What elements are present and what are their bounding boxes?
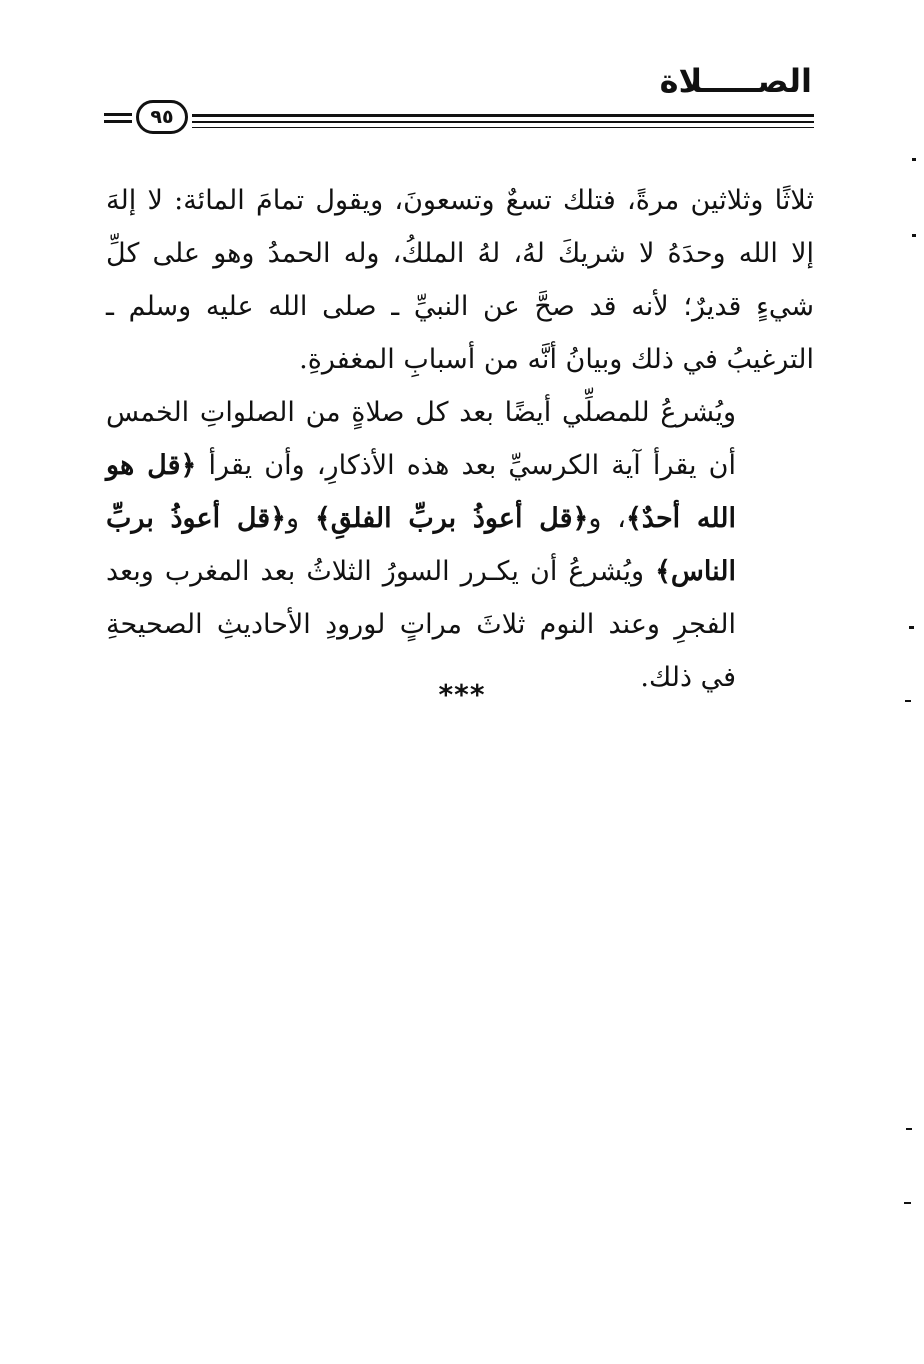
page-number: ٩٥ <box>136 100 188 134</box>
scan-mark <box>906 1128 912 1130</box>
header-dash <box>104 120 132 123</box>
body-text <box>106 174 814 704</box>
paragraph-2-text: ويُشرعُ للمصلِّي أيضًا بعد كل صلاةٍ من الصلواتِ الخمس أن يقرأ آية الكرسيِّ بعد هذه الأذكارِ، وأن يقرأ <box>106 397 736 481</box>
scan-mark <box>912 158 916 161</box>
scan-mark <box>909 626 914 629</box>
paragraph-2-text: و <box>286 503 315 534</box>
scan-mark <box>905 700 911 702</box>
quran-quote-ikhlas: ﴿قل هو الله أحدٌ﴾ <box>106 450 737 534</box>
paragraph-2-text: ويُشرعُ أن يكـرر السورُ الثلاثُ بعد المغرب وبعد الفجرِ وعند النوم ثلاثَ مراتٍ لورودِ الأحاديثِ الصحيحةِ في ذلك. <box>106 556 736 693</box>
running-header-title: الصـــــلاة <box>659 62 812 100</box>
paragraph-1: ثلاثًا وثلاثين مرةً، فتلك تسعٌ وتسعونَ، ويقول تمامَ المائة: لا إلهَ إلا الله وحدَهُ لا شريكَ لهُ، لهُ الملكُ، وله الحمدُ وهو على كلِّ شيءٍ قديرٌ؛ لأنه قد صحَّ عن النبيِّ ـ صلى الله عليه وسلم ـ الترغيبُ في ذلك وبيانُ أنَّه من أسبابِ المغفرةِ. <box>106 185 814 375</box>
quran-quote-nas: ﴿قل أعوذُ بربِّ الناس﴾ <box>106 503 736 587</box>
quran-quote-falaq: ﴿قل أعوذُ بربِّ الفلقِ﴾ <box>314 503 589 534</box>
header-rule <box>192 114 814 117</box>
header-dash <box>104 113 132 116</box>
paragraph-2-text: ، و <box>588 503 626 534</box>
paragraph-2 <box>106 386 814 704</box>
header-rule <box>192 127 814 128</box>
scan-mark <box>904 1202 911 1204</box>
header-rule <box>192 121 814 123</box>
section-separator: *** <box>438 678 486 711</box>
scan-mark <box>912 234 916 237</box>
